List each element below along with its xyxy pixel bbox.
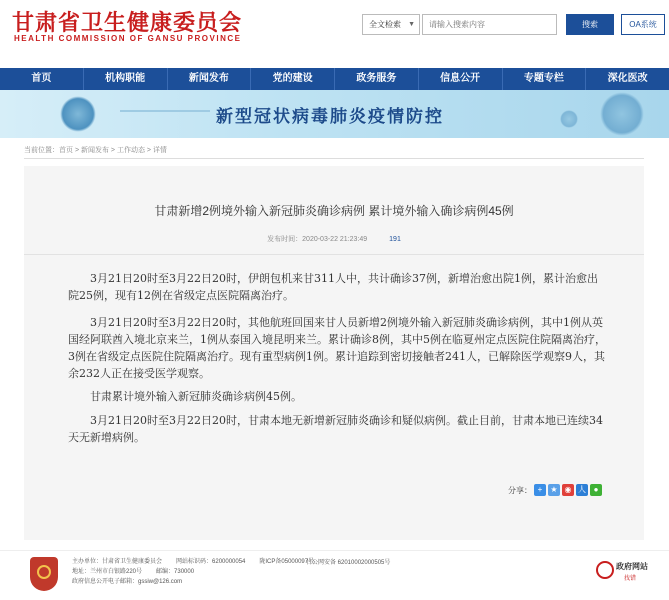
footer-icp[interactable]: 陇ICP备05000097号 xyxy=(259,559,315,565)
footer-sponsor: 主办单位：甘肃省卫生健康委员会 xyxy=(72,559,163,565)
footer-email[interactable]: 政府信息公开电子邮箱：gssiw@126.com xyxy=(72,579,183,585)
search-scope-select[interactable] xyxy=(362,14,420,35)
nav-item-reform[interactable]: 深化医改 xyxy=(607,73,648,84)
gov-badge-sub: 找错 xyxy=(624,576,637,582)
article-paragraph: 3月21日20时至3月22日20时，伊朗包机来甘311人中，共计确诊37例，新增治愈出院1例，累计治愈出院25例，现有12例在省级定点医院隔离治疗。 xyxy=(68,272,598,302)
nav-item-home[interactable]: 首页 xyxy=(0,68,84,90)
article-paragraph: 甘肃累计境外输入新冠肺炎确诊病例45例。 xyxy=(90,390,302,403)
nav-item-news[interactable]: 新闻发布 xyxy=(168,68,252,90)
footer-line xyxy=(72,557,328,567)
share-bar xyxy=(508,484,602,496)
footer-line xyxy=(72,577,328,587)
article-title: 甘肃新增2例境外输入新冠肺炎确诊病例 累计境外输入确诊病例45例 xyxy=(154,204,514,218)
article-meta xyxy=(24,234,644,244)
virus-icon xyxy=(560,110,578,128)
footer-line xyxy=(72,567,328,577)
nav-item-disclosure[interactable]: 信息公开 xyxy=(419,68,503,90)
footer-info xyxy=(72,557,328,587)
banner-title: 新型冠状病毒肺炎疫情防控 xyxy=(216,107,444,126)
divider xyxy=(24,254,644,255)
party-emblem-icon xyxy=(30,557,58,591)
article-paragraph: 3月21日20时至3月22日20时，甘肃本地无新增新冠肺炎确诊和疑似病例。截止目前，甘肃本地已连续34天无新增病例。 xyxy=(68,414,603,444)
site-header xyxy=(0,0,669,62)
gov-error-report-badge[interactable] xyxy=(596,559,662,589)
virus-icon xyxy=(60,96,96,132)
share-more-icon[interactable]: + xyxy=(534,484,546,496)
gov-badge-icon xyxy=(596,561,614,579)
emblem-ring xyxy=(37,565,51,579)
nav-item-topics[interactable]: 专题专栏 xyxy=(503,68,587,90)
divider xyxy=(24,158,644,159)
weibo-icon[interactable]: ◉ xyxy=(562,484,574,496)
footer-postcode: 邮编：730000 xyxy=(156,569,195,575)
site-title[interactable]: 甘肃省卫生健康委员会 xyxy=(12,10,243,36)
main-nav xyxy=(0,68,669,90)
article-panel xyxy=(24,166,644,540)
view-count: 191 xyxy=(389,236,401,243)
share-label: 分享： xyxy=(508,485,532,495)
wechat-icon[interactable]: ● xyxy=(590,484,602,496)
breadcrumb[interactable]: 当前位置：首页 > 新闻发布 > 工作动态 > 详情 xyxy=(24,147,167,154)
site-subtitle: HEALTH COMMISSION OF GANSU PROVINCE xyxy=(14,34,242,43)
publish-time: 发布时间：2020-03-22 21:23:49 xyxy=(267,236,368,243)
nav-item-functions[interactable]: 机构职能 xyxy=(84,68,168,90)
qzone-icon[interactable]: ★ xyxy=(548,484,560,496)
gov-badge-title: 政府网站 xyxy=(616,562,648,571)
footer-site-id: 网站标识码：6200000054 xyxy=(176,559,246,565)
footer-address: 地址：兰州市白银路220号 xyxy=(72,569,143,575)
chevron-down-icon: ▼ xyxy=(408,21,415,28)
renren-icon[interactable]: 人 xyxy=(578,485,586,494)
banner-decoration xyxy=(120,110,210,112)
nav-item-party[interactable]: 党的建设 xyxy=(251,68,335,90)
virus-icon xyxy=(600,92,644,136)
search-input[interactable] xyxy=(422,14,557,35)
search-scope-label: 全文检索 xyxy=(369,20,401,29)
covid-banner[interactable] xyxy=(0,90,669,138)
article-paragraph: 3月21日20时至3月22日20时，其他航班回国来甘人员新增2例境外输入新冠肺炎确诊病例，其中1例从英国经阿联酋入境北京来兰，1例从泰国入境昆明来兰。累计确诊8例，其中5例在临夏州定点医院住院隔离治疗，3例在省级定点医院住院隔离治疗。现有重型病例1例。累计追踪到密切接触者241人，已解除医学观察9人，其余232人正在接受医学观察。 xyxy=(68,316,606,380)
nav-item-services[interactable]: 政务服务 xyxy=(335,68,419,90)
search-button[interactable]: 搜索 xyxy=(566,14,614,35)
oa-system-button[interactable]: OA系统 xyxy=(621,14,665,35)
site-footer xyxy=(0,550,669,600)
footer-police-record[interactable]: 甘公网安备 62010002000505号 xyxy=(306,560,391,566)
